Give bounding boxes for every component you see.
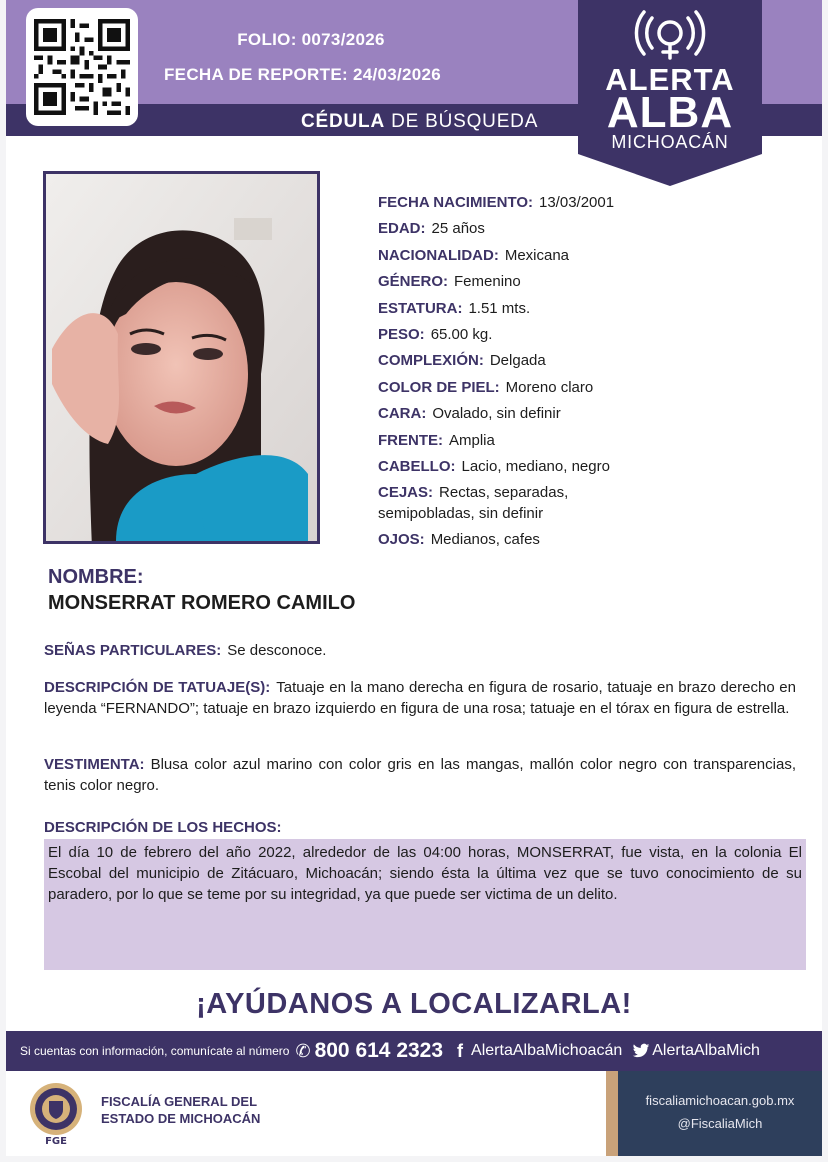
social-handle[interactable]: @FiscaliaMich — [677, 1116, 763, 1131]
detail-color-piel: COLOR DE PIEL: Moreno claro — [378, 378, 594, 396]
fge-seal-icon — [24, 1081, 88, 1145]
footer-accent-bar — [606, 1071, 618, 1156]
detail-frente: FRENTE: Amplia — [378, 431, 495, 449]
detail-ojos: OJOS: Medianos, cafes — [378, 531, 540, 549]
website-link[interactable]: fiscaliamichoacan.gob.mx — [645, 1093, 795, 1108]
contact-strip — [6, 1031, 822, 1071]
document-title: CÉDULA DE BÚSQUEDA — [301, 111, 539, 132]
alerta-alba-badge — [578, 0, 762, 186]
badge-michoacan: MICHOACÁN — [611, 132, 729, 152]
detail-edad: EDAD: 25 años — [378, 220, 485, 238]
person-name: MONSERRAT ROMERO CAMILO — [48, 592, 356, 614]
name-label: NOMBRE: — [48, 566, 144, 588]
detail-nacionalidad: NACIONALIDAD: Mexicana — [378, 246, 570, 264]
help-locate-heading: ¡AYÚDANOS A LOCALIZARLA! — [196, 988, 632, 1020]
twitter-icon — [632, 1043, 650, 1059]
facts-label: DESCRIPCIÓN DE LOS HECHOS: — [44, 819, 282, 836]
footer-links — [618, 1071, 822, 1156]
detail-cabello: CABELLO: Lacio, mediano, negro — [378, 457, 610, 475]
report-date: FECHA DE REPORTE: 24/03/2026 — [164, 65, 442, 84]
detail-estatura: ESTATURA: 1.51 mts. — [378, 299, 531, 317]
detail-genero: GÉNERO: Femenino — [378, 273, 521, 291]
facebook-icon: f — [457, 1040, 464, 1061]
physical-details — [378, 192, 798, 556]
search-poster — [6, 0, 822, 1156]
twitter-handle[interactable]: AlertaAlbaMich — [652, 1042, 760, 1059]
folio-number: FOLIO: 0073/2026 — [237, 30, 385, 49]
footer-institution — [6, 1071, 606, 1156]
phone-icon: ✆ — [295, 1040, 311, 1061]
detail-cara: CARA: Ovalado, sin definir — [378, 405, 561, 423]
tattoo-description: DESCRIPCIÓN DE TATUAJE(S): Tatuaje en la mano derecha en figura de rosario, tatuaje en brazo derecho en leyenda “FERNANDO”; tatuaje en brazo izquierdo en figura de una rosa; tatuaje en el tórax en figura de estrella. — [44, 679, 796, 717]
facebook-handle[interactable]: AlertaAlbaMichoacán — [471, 1042, 623, 1059]
detail-peso: PESO: 65.00 kg. — [378, 325, 493, 343]
fge-name: FISCALÍA GENERAL DEL ESTADO DE MICHOACÁN — [101, 1094, 261, 1126]
facts-description: El día 10 de febrero del año 2022, alrededor de las 04:00 horas, MONSERRAT, fue vista, en la colonia El Escobal del municipio de Zitácuaro, Michoacán; siendo ésta la última vez que se tuvo conocimiento de su paradero, por lo que se teme por su integridad, ya que puede ser victima de un delito. — [44, 839, 806, 970]
detail-fecha-nacimiento: FECHA NACIMIENTO: 13/03/2001 — [378, 194, 615, 211]
badge-alerta: ALERTA — [605, 62, 735, 97]
qr-code-icon[interactable] — [26, 8, 138, 126]
contact-intro: Si cuentas con información, comunícate al número — [20, 1044, 290, 1058]
distinguishing-marks: SEÑAS PARTICULARES: Se desconoce. — [44, 642, 327, 659]
detail-cejas: CEJAS: Rectas, separadas, semipobladas, sin definir — [378, 484, 569, 523]
missing-person-photo — [43, 171, 320, 544]
svg-text:FGE: FGE — [45, 1136, 67, 1145]
badge-alba: ALBA — [606, 88, 734, 137]
detail-complexion: COMPLEXIÓN: Delgada — [378, 352, 546, 370]
clothing-description: VESTIMENTA: Blusa color azul marino con color gris en las mangas, mallón color negro con transparencias, tenis color negro. — [44, 756, 796, 794]
phone-number[interactable]: 800 614 2323 — [314, 1039, 444, 1062]
